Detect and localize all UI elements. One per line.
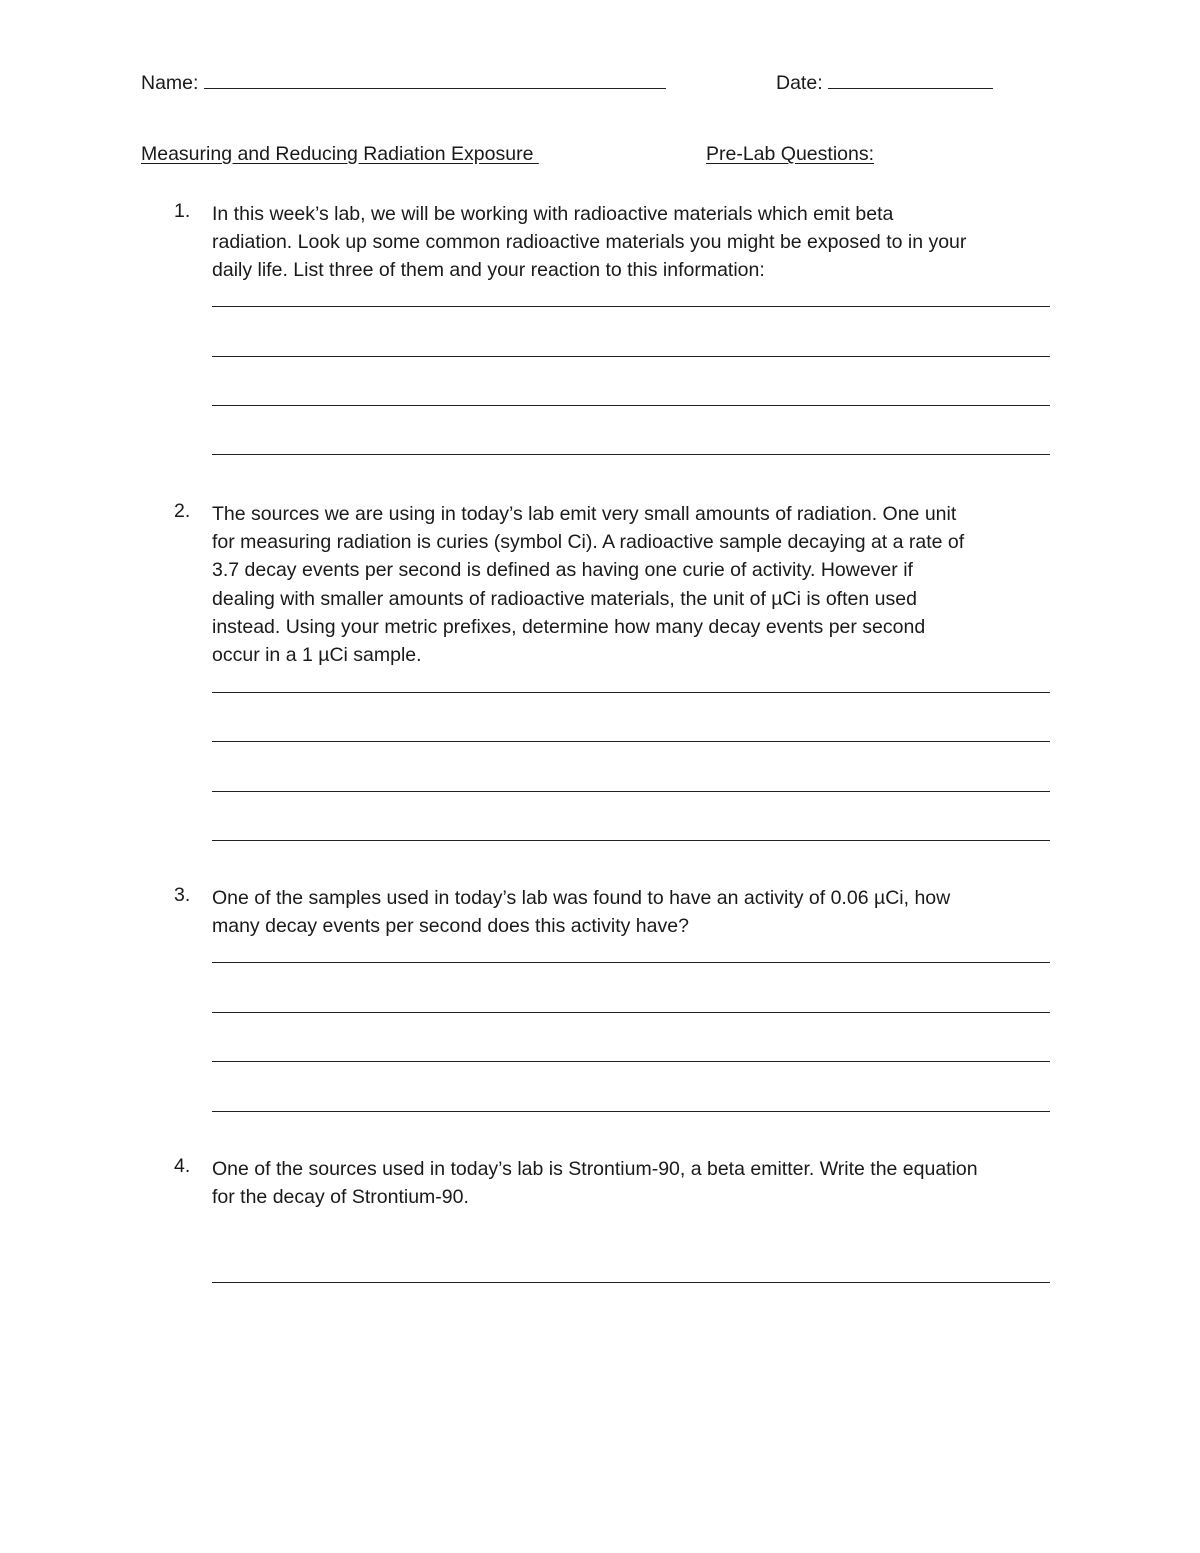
- name-label: Name:: [141, 72, 199, 94]
- question-2-line: for measuring radiation is curies (symbol Ci). A radioactive sample decaying at a rate of: [212, 531, 965, 554]
- title-left: Measuring and Reducing Radiation Exposure: [141, 143, 534, 165]
- answer-line[interactable]: [212, 840, 1050, 841]
- question-3-text: [212, 884, 1072, 940]
- answer-line[interactable]: [212, 1111, 1050, 1112]
- answer-line[interactable]: [212, 454, 1050, 455]
- question-2-text: [212, 500, 1072, 669]
- question-3-line: many decay events per second does this activity have?: [212, 915, 689, 938]
- answer-line[interactable]: [212, 1012, 1050, 1013]
- question-2-line: The sources we are using in today’s lab emit very small amounts of radiation. One unit: [212, 503, 957, 525]
- answer-line[interactable]: [212, 1282, 1050, 1283]
- question-2-line: dealing with smaller amounts of radioactive materials, the unit of µCi is often used: [212, 587, 917, 610]
- worksheet-title: [141, 143, 663, 166]
- answer-line[interactable]: [212, 405, 1050, 406]
- question-4-number: 4.: [174, 1155, 191, 1177]
- answer-line[interactable]: [212, 306, 1050, 307]
- question-1-text: [212, 200, 1072, 285]
- name-blank[interactable]: [204, 88, 666, 89]
- answer-line[interactable]: [212, 741, 1050, 742]
- question-3-number: 3.: [174, 884, 191, 906]
- question-1-line: radiation. Look up some common radioactive materials you might be exposed to in your: [212, 231, 967, 254]
- question-2-line: instead. Using your metric prefixes, determine how many decay events per second: [212, 615, 926, 638]
- title-right: Pre-Lab Questions:: [706, 143, 875, 165]
- answer-line[interactable]: [212, 1061, 1050, 1062]
- answer-line[interactable]: [212, 962, 1050, 963]
- title-spacer: [533, 143, 663, 166]
- question-2-line: occur in a 1 µCi sample.: [212, 644, 422, 667]
- date-field[interactable]: [776, 72, 993, 95]
- answer-line[interactable]: [212, 791, 1050, 792]
- question-4-text: [212, 1155, 1072, 1211]
- prelab-heading: [706, 143, 874, 166]
- question-4-line: for the decay of Strontium-90.: [212, 1186, 469, 1209]
- question-1-line: daily life. List three of them and your reaction to this information:: [212, 259, 765, 282]
- date-label: Date:: [776, 72, 823, 94]
- question-2-line: 3.7 decay events per second is defined as having one curie of activity. However if: [212, 559, 913, 582]
- answer-line[interactable]: [212, 356, 1050, 357]
- date-blank[interactable]: [828, 88, 993, 89]
- question-1-line: In this week’s lab, we will be working with radioactive materials which emit beta: [212, 203, 894, 225]
- question-3-line: One of the samples used in today’s lab was found to have an activity of 0.06 µCi, how: [212, 887, 951, 909]
- question-4-line: One of the sources used in today’s lab is Strontium-90, a beta emitter. Write the equation: [212, 1158, 978, 1180]
- answer-line[interactable]: [212, 692, 1050, 693]
- name-field[interactable]: [141, 72, 666, 95]
- question-1-number: 1.: [174, 200, 191, 222]
- question-2-number: 2.: [174, 500, 191, 522]
